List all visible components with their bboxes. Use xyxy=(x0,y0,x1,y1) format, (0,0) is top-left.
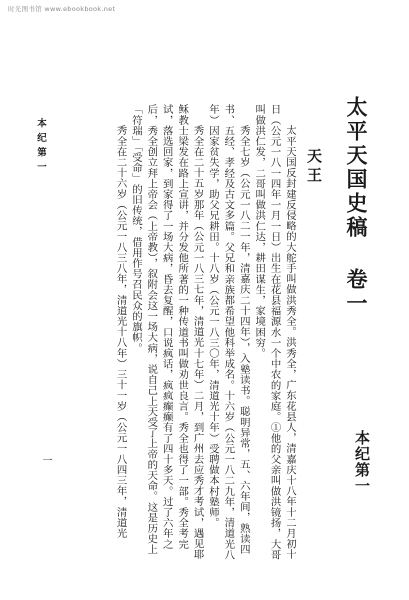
paragraph: 秀全七岁（公元一八二一年，清嘉庆二十四年），入塾读书。聪明异常，五、六年间，熟读四书、五经、孝经及古文多篇。父兄和亲族都希望他科举成名。十六岁（公元一八二九年，清道光八年）因家贫失学，助父兄耕田。十八岁（公元一八三〇年，清道光十年）受聘做本村塾师。 xyxy=(206,104,250,560)
chapter-heading: 本纪第一 xyxy=(353,430,371,494)
page-number: 一 xyxy=(40,455,51,465)
body-text xyxy=(57,104,297,566)
paragraph: 太平天国反封建反侵略的大舵手叫做洪秀全。洪秀全，广东花县人，清嘉庆十八年十二月初十日（公元一八一四年一月一日）出生在花县福源水一个中农的家庭。①他的父亲叫做洪镜扬，大哥叫做洪仁发，二哥叫做洪仁达，耕田谋生，家境困穷。 xyxy=(253,104,296,560)
watermark: 时光图书馆 www.ebookbook.net xyxy=(8,5,116,13)
paragraph: 秀全在二十五岁那年（公元一八三七年，清道光十七年）二月，到广州去应秀才考试，遇见耶稣教士梁发在路上宣讲，并分发他所著的一种传道书叫做劝世良言。秀全也得了一部。秀全考完试，落选回家，到家得了一场大病，昏去复醒，口说疯话，疯疯癫癫有了四十多天。过了六年之后，秀全创立拜上帝会（上帝教），叙附会这一场大病，说自己上天受了上帝的天命。这是历史上「符瑞」「受命」的旧传统，借用作号召民众的旗帜。 xyxy=(129,104,204,560)
running-header: 本纪第一 xyxy=(35,118,46,176)
book-title: 太平天国史稿 卷一 xyxy=(344,96,369,316)
paragraph: 秀全在二十六岁（公元一八三八年，清道光十八年）三十一岁（公元一八四三年，清道光 xyxy=(114,124,127,539)
section-title: 天王 xyxy=(305,148,323,186)
